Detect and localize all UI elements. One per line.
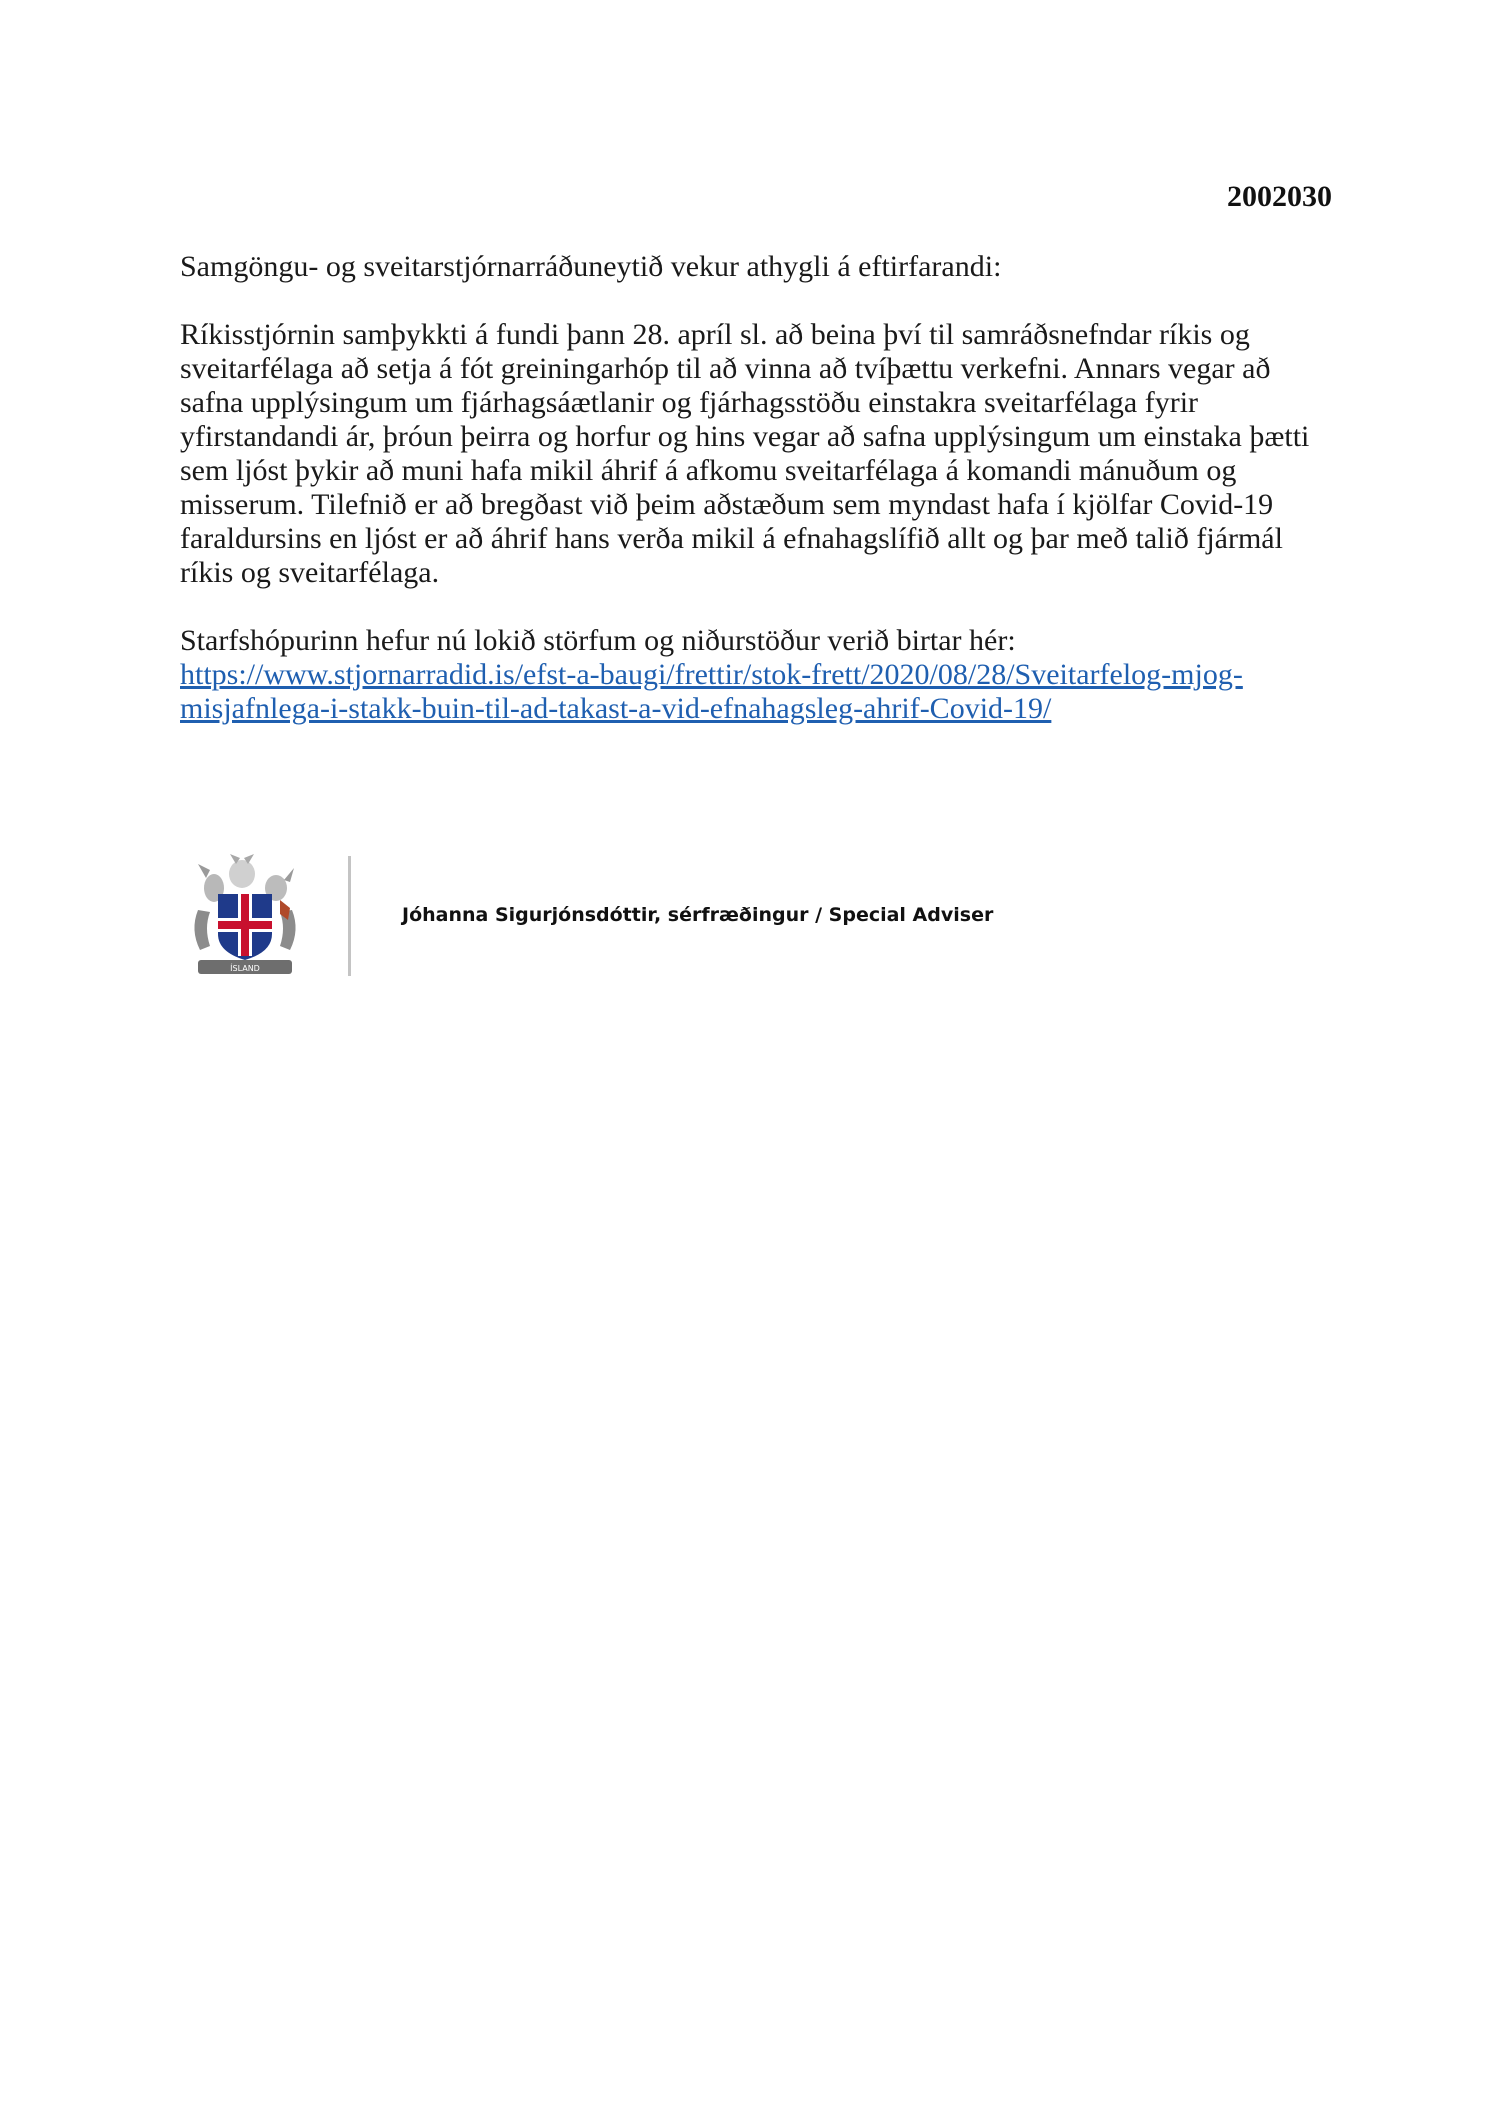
main-paragraph: Ríkisstjórnin samþykkti á fundi þann 28. apríl sl. að beina því til samráðsnefndar ríkis og sveitarfélaga að setja á fót greiningarhóp til að vinna að tvíþættu verkefni. Annars vegar að safna upplýsingum um fjárhagsáætlanir og fjárhagsstöðu einstakra sveitarfélaga fyrir yfirstandandi ár, þróun þeirra og horfur og hins vegar að safna upplýsingum um einstaka þætti sem ljóst þykir að muni hafa mikil áhrif á afkomu sveitarfélaga á komandi mánuðum og misserum. Tilefnið er að bregðast við þeim aðstæðum sem myndast hafa í kjölfar Covid-19 faraldursins en ljóst er að áhrif hans verða mikil á efnahagslífið allt og þar með talið fjármál ríkis og sveitarfélaga. (180, 318, 1310, 589)
email-signature (180, 850, 1080, 980)
results-link[interactable]: https://www.stjornarradid.is/efst-a-baugi/frettir/stok-frett/2020/08/28/Sveitarfelog-mjog-misjafnlega-i-stakk-buin-til-ad-takast-a-vid-efnahagsleg-ahrif-Covid-19/ (180, 658, 1243, 725)
document-number: 2002030 (1227, 180, 1332, 213)
document-body (180, 250, 1340, 760)
intro-text: Samgöngu- og sveitarstjórnarráðuneytið vekur athygli á eftirfarandi: (180, 250, 1002, 283)
signature-name: Jóhanna Sigurjónsdóttir, sérfræðingur / Special Adviser (402, 904, 994, 926)
signature-divider (348, 856, 351, 976)
results-text: Starfshópurinn hefur nú lokið störfum og niðurstöður verið birtar hér: (180, 624, 1016, 657)
icelandic-coat-of-arms-icon (184, 850, 306, 978)
results-paragraph (180, 624, 1340, 726)
crest-motto: ÍSLAND (230, 964, 260, 973)
